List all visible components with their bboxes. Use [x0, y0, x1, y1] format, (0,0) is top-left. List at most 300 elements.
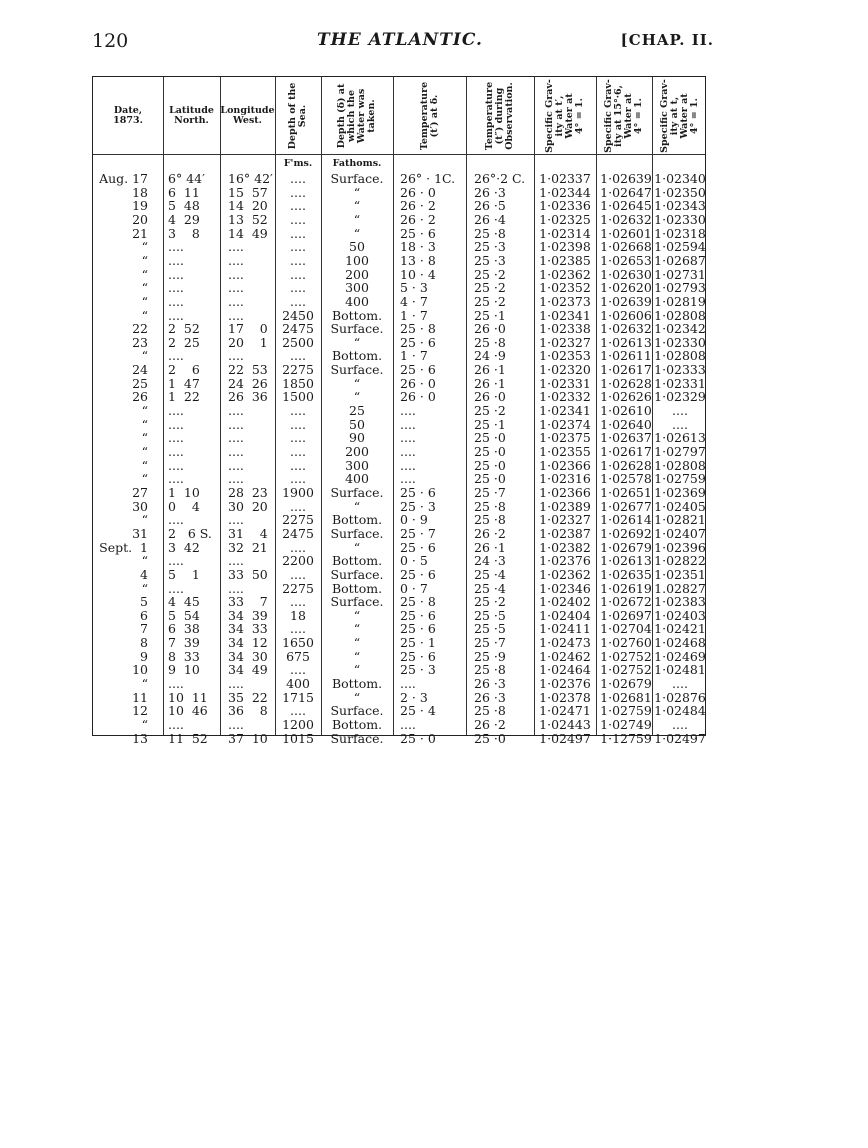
cell-lat: ....	[168, 581, 184, 596]
cell-depth: 2275	[282, 363, 314, 378]
cell-sg1: 1·02385	[539, 253, 591, 268]
cell-sg2: 1·02645	[600, 199, 652, 214]
cell-lon: ....	[228, 294, 244, 309]
cell-lat: 6 38	[168, 622, 200, 637]
cell-date: “	[141, 253, 148, 268]
cell-sg2: 1·02635	[600, 567, 652, 582]
cell-tobs: 25 ·7	[474, 636, 506, 651]
cell-temp: 0 · 9	[400, 513, 428, 528]
cell-date: 30	[132, 499, 148, 514]
cell-date: 5	[140, 595, 148, 610]
cell-tobs: 26 ·1	[474, 363, 506, 378]
cell-temp: 25 · 4	[400, 704, 436, 719]
cell-tobs: 26 ·0	[474, 322, 506, 337]
cell-sg3: 1·02468	[654, 636, 706, 651]
cell-tobs: 25 ·0	[474, 731, 506, 746]
cell-lon: ....	[228, 240, 244, 255]
cell-depth: 2500	[282, 335, 314, 350]
cell-tobs: 25 ·0	[474, 458, 506, 473]
cell-fath: Bottom.	[331, 718, 383, 732]
cell-date: 8	[140, 636, 148, 651]
cell-sg1: 1·02366	[539, 485, 591, 500]
cell-temp: ....	[400, 404, 416, 419]
chapter-label: [CHAP. II.	[620, 31, 714, 49]
cell-sg3: 1·02383	[654, 595, 706, 610]
cell-sg1: 1·02497	[539, 731, 591, 746]
cell-tobs: 25 ·5	[474, 622, 506, 637]
cell-depth: ....	[290, 199, 306, 214]
cell-sg3: 1·02331	[654, 376, 706, 391]
cell-lat: ....	[168, 267, 184, 282]
cell-lon: 22 53	[228, 363, 268, 378]
cell-lon: 14 49	[228, 226, 268, 241]
cell-lon: 36 8	[228, 704, 268, 719]
cell-date: 18	[132, 185, 148, 200]
cell-sg1: 1·02362	[539, 267, 591, 282]
cell-lon: 35 22	[228, 690, 268, 705]
cell-fath: 400	[345, 472, 369, 487]
table-row	[93, 445, 705, 459]
cell-date: 19	[132, 199, 148, 214]
cell-sg1: 1·02389	[539, 499, 591, 514]
cell-depth: 400	[286, 677, 310, 692]
table-row	[93, 582, 705, 596]
cell-lon: 17 0	[228, 322, 268, 337]
cell-lat: ....	[168, 253, 184, 268]
cell-sg2: 1·02672	[600, 595, 652, 610]
cell-sg1: 1·02374	[539, 417, 591, 432]
table-row	[93, 418, 705, 432]
cell-sg3: 1·02497	[654, 731, 706, 746]
table-row	[93, 309, 705, 323]
cell-sg1: 1·02373	[539, 294, 591, 309]
cell-sg1: 1·02327	[539, 335, 591, 350]
cell-sg3: 1·02808	[654, 308, 706, 323]
cell-sg2: 1·02614	[600, 513, 652, 528]
cell-sg1: 1·02338	[539, 322, 591, 337]
cell-sg3: 1·02613	[654, 431, 706, 446]
cell-fath: “	[353, 212, 361, 227]
cell-lat: ....	[168, 718, 184, 732]
cell-lat: 1 22	[168, 390, 200, 405]
col-header-sg-t1: Specific Grav- ity at t′, Water at 4° = 1.	[544, 78, 585, 153]
cell-lon: ....	[228, 267, 244, 282]
cell-depth: ....	[290, 417, 306, 432]
cell-tobs: 25 ·1	[474, 308, 506, 323]
cell-lat: 1 10	[168, 485, 200, 500]
table-row	[93, 718, 705, 732]
cell-date: 23	[132, 335, 148, 350]
cell-tobs: 25 ·7	[474, 485, 506, 500]
cell-sg1: 1·02473	[539, 636, 591, 651]
table-row	[93, 186, 705, 200]
cell-sg1: 1·02387	[539, 526, 591, 541]
cell-sg2: 1·02697	[600, 608, 652, 623]
cell-temp: 26 · 2	[400, 199, 436, 214]
cell-lon: 34 30	[228, 649, 268, 664]
cell-depth: ....	[290, 281, 306, 296]
table-row	[93, 704, 705, 718]
table-row	[93, 595, 705, 609]
cell-sg2: 1·02668	[600, 240, 652, 255]
table-row	[93, 431, 705, 445]
cell-lat: ....	[168, 404, 184, 419]
cell-date: “	[141, 240, 148, 255]
cell-sg1: 1·02341	[539, 308, 591, 323]
table-row	[93, 513, 705, 527]
cell-lat: 10 46	[168, 704, 208, 719]
cell-sg1: 1·02336	[539, 199, 591, 214]
cell-date: “	[141, 718, 148, 732]
cell-sg1: 1·02366	[539, 458, 591, 473]
cell-sg1: 1·02402	[539, 595, 591, 610]
cell-tobs: 25 ·3	[474, 240, 506, 255]
cell-sg2: 1·02617	[600, 363, 652, 378]
cell-sg3: 1·02687	[654, 253, 706, 268]
cell-sg3: 1·02403	[654, 608, 706, 623]
cell-lon: ....	[228, 513, 244, 528]
unit-label-fathoms: Fathoms.	[332, 158, 382, 169]
cell-temp: ....	[400, 458, 416, 473]
cell-fath: 90	[349, 431, 365, 446]
cell-temp: ....	[400, 718, 416, 732]
cell-tobs: 25 ·0	[474, 472, 506, 487]
cell-tobs: 24 ·3	[474, 554, 506, 569]
cell-lat: ....	[168, 308, 184, 323]
cell-tobs: 25 ·8	[474, 226, 506, 241]
cell-fath: Surface.	[330, 567, 384, 582]
cell-lon: ....	[228, 554, 244, 569]
cell-tobs: 26 ·3	[474, 185, 506, 200]
cell-sg3: ....	[672, 677, 688, 692]
table-row	[93, 622, 705, 636]
col-header-date: Date, 1873.	[113, 104, 143, 126]
cell-sg2: 1·02626	[600, 390, 652, 405]
cell-lon: 34 12	[228, 636, 268, 651]
cell-sg1: 1·02378	[539, 690, 591, 705]
cell-temp: 25 · 7	[400, 526, 436, 541]
cell-date: “	[141, 281, 148, 296]
table-row	[93, 349, 705, 363]
cell-fath: “	[353, 199, 361, 214]
cell-sg1: 1·02332	[539, 390, 591, 405]
cell-lon: 14 20	[228, 199, 268, 214]
cell-date: 26	[132, 390, 148, 405]
cell-date: 20	[132, 212, 148, 227]
col-header-sample-depth: Depth (δ) at which the Water was taken.	[336, 83, 377, 148]
cell-depth: ....	[290, 404, 306, 419]
cell-depth: ....	[290, 226, 306, 241]
cell-sg3: 1·02759	[654, 472, 706, 487]
table-row	[93, 172, 705, 186]
cell-lon: ....	[228, 581, 244, 596]
cell-sg2: 1·02610	[600, 404, 652, 419]
cell-date: 13	[132, 731, 148, 746]
cell-sg2: 1·02632	[600, 212, 652, 227]
cell-sg2: 1·02679	[600, 540, 652, 555]
cell-temp: 18 · 3	[400, 240, 436, 255]
cell-sg3: 1·02821	[654, 513, 706, 528]
cell-temp: 26 · 0	[400, 390, 436, 405]
cell-tobs: 26 ·2	[474, 718, 506, 732]
cell-sg1: 1·02331	[539, 376, 591, 391]
cell-lat: 11 52	[168, 731, 208, 746]
cell-date: 25	[132, 376, 148, 391]
cell-tobs: 25 ·2	[474, 267, 506, 282]
cell-fath: 25	[349, 404, 365, 419]
cell-fath: “	[353, 608, 361, 623]
cell-fath: “	[353, 622, 361, 637]
cell-tobs: 25 ·8	[474, 663, 506, 678]
cell-sg3: 1·02731	[654, 267, 706, 282]
table-row	[93, 377, 705, 391]
cell-temp: 25 · 6	[400, 608, 436, 623]
data-table	[92, 76, 706, 746]
cell-sg2: 1·02619	[600, 581, 652, 596]
cell-tobs: 25 ·8	[474, 335, 506, 350]
cell-tobs: 25 ·1	[474, 417, 506, 432]
table-row	[93, 541, 705, 555]
cell-lon: ....	[228, 349, 244, 364]
cell-sg1: 1·02327	[539, 513, 591, 528]
cell-date: “	[141, 267, 148, 282]
table-row	[93, 691, 705, 705]
cell-date: “	[141, 554, 148, 569]
cell-temp: 2 · 3	[400, 690, 428, 705]
cell-tobs: 25 ·8	[474, 704, 506, 719]
cell-sg2: 1·02760	[600, 636, 652, 651]
cell-sg3: 1·02808	[654, 458, 706, 473]
cell-lon: 34 33	[228, 622, 268, 637]
cell-temp: 1 · 7	[400, 349, 428, 364]
cell-sg2: 1·02653	[600, 253, 652, 268]
cell-lat: ....	[168, 513, 184, 528]
cell-date: “	[141, 308, 148, 323]
cell-lon: ....	[228, 431, 244, 446]
cell-depth: 18	[290, 608, 306, 623]
cell-lat: 2 52	[168, 322, 200, 337]
cell-sg3: 1·02330	[654, 335, 706, 350]
cell-sg2: 1·02630	[600, 267, 652, 282]
cell-depth: ....	[290, 267, 306, 282]
cell-tobs: 26 ·2	[474, 526, 506, 541]
cell-temp: 25 · 8	[400, 322, 436, 337]
cell-depth: ....	[290, 445, 306, 459]
cell-depth: 2200	[282, 554, 314, 569]
cell-depth: 675	[286, 649, 310, 664]
cell-lon: 31 4	[228, 526, 268, 541]
cell-tobs: 26 ·1	[474, 540, 506, 555]
cell-depth: 2475	[282, 322, 314, 337]
table-row	[93, 404, 705, 418]
cell-temp: ....	[400, 677, 416, 692]
cell-sg1: 1·02325	[539, 212, 591, 227]
cell-lon: ....	[228, 458, 244, 473]
cell-sg1: 1·02320	[539, 363, 591, 378]
cell-depth: 1650	[282, 636, 314, 651]
cell-sg3: 1·02350	[654, 185, 706, 200]
cell-sg3: 1·02318	[654, 226, 706, 241]
cell-fath: “	[353, 390, 361, 405]
cell-depth: 1900	[282, 485, 314, 500]
cell-lon: ....	[228, 308, 244, 323]
cell-temp: 25 · 6	[400, 540, 436, 555]
cell-tobs: 25 ·4	[474, 581, 506, 596]
cell-fath: Surface.	[330, 322, 384, 337]
table-row	[93, 295, 705, 309]
cell-depth: 1200	[282, 718, 314, 732]
cell-temp: 0 · 7	[400, 581, 428, 596]
cell-lat: 3 42	[168, 540, 200, 555]
cell-depth: 2275	[282, 581, 314, 596]
cell-sg3: 1·02333	[654, 363, 706, 378]
table-row	[93, 677, 705, 691]
cell-sg2: 1·02611	[600, 349, 652, 364]
cell-sg2: 1·02677	[600, 499, 652, 514]
cell-sg2: 1·02637	[600, 431, 652, 446]
cell-depth: 2475	[282, 526, 314, 541]
cell-temp: 25 · 6	[400, 335, 436, 350]
cell-temp: 26 · 2	[400, 212, 436, 227]
cell-lat: 8 33	[168, 649, 200, 664]
cell-date: 12	[132, 704, 148, 719]
cell-fath: “	[353, 690, 361, 705]
cell-date: “	[141, 458, 148, 473]
cell-lat: 5 54	[168, 608, 200, 623]
table-row	[93, 663, 705, 677]
cell-temp: 0 · 5	[400, 554, 428, 569]
table-row	[93, 213, 705, 227]
col-header-sg-156: Specific Grav- ity at 15°·6, Water at 4° = 1.	[603, 78, 644, 153]
unit-label-fathoms-sea: F'ms.	[283, 158, 313, 169]
table-row	[93, 650, 705, 664]
cell-sg2: 1·02704	[600, 622, 652, 637]
cell-sg3: 1·02822	[654, 554, 706, 569]
cell-tobs: 25 ·0	[474, 431, 506, 446]
cell-sg3: 1·02484	[654, 704, 706, 719]
cell-depth: 1015	[282, 731, 314, 746]
cell-lat: 9 10	[168, 663, 200, 678]
cell-sg1: 1·02346	[539, 581, 591, 596]
cell-tobs: 25 ·2	[474, 281, 506, 296]
cell-lat: 5 48	[168, 199, 200, 214]
cell-sg1: 1·02404	[539, 608, 591, 623]
cell-sg3: 1·02330	[654, 212, 706, 227]
cell-fath: “	[353, 226, 361, 241]
cell-fath: Surface.	[330, 172, 384, 186]
cell-sg2: 1·02620	[600, 281, 652, 296]
cell-sg2: 1·02752	[600, 649, 652, 664]
cell-lon: 15 57	[228, 185, 268, 200]
table-row	[93, 254, 705, 268]
cell-date: “	[141, 677, 148, 692]
header-rule	[93, 154, 705, 155]
cell-lat: ....	[168, 240, 184, 255]
cell-depth: 2275	[282, 513, 314, 528]
table-row	[93, 268, 705, 282]
cell-tobs: 26 ·3	[474, 677, 506, 692]
cell-sg3: ....	[672, 417, 688, 432]
cell-fath: 400	[345, 294, 369, 309]
cell-fath: “	[353, 376, 361, 391]
cell-lat: 1 47	[168, 376, 200, 391]
cell-lon: 16° 42′	[228, 172, 273, 186]
cell-tobs: 26 ·3	[474, 690, 506, 705]
cell-depth: ....	[290, 704, 306, 719]
cell-lat: ....	[168, 554, 184, 569]
col-header-sea-depth: Depth of the Sea.	[287, 82, 308, 149]
cell-lon: ....	[228, 445, 244, 459]
cell-lat: 4 45	[168, 595, 200, 610]
cell-fath: 50	[349, 240, 365, 255]
cell-lon: ....	[228, 281, 244, 296]
cell-sg1: 1·02376	[539, 554, 591, 569]
cell-lat: ....	[168, 445, 184, 459]
cell-sg1: 1·02382	[539, 540, 591, 555]
cell-date: 27	[132, 485, 148, 500]
table-row	[93, 390, 705, 404]
cell-date: “	[141, 417, 148, 432]
cell-date: Sept. 1	[99, 540, 148, 555]
cell-tobs: 25 ·0	[474, 445, 506, 459]
cell-tobs: 25 ·2	[474, 404, 506, 419]
cell-sg2: 1·02647	[600, 185, 652, 200]
cell-sg1: 1·02362	[539, 567, 591, 582]
col-header-latitude: Latitude North.	[169, 104, 214, 126]
cell-sg2: 1·02681	[600, 690, 652, 705]
cell-temp: 5 · 3	[400, 281, 428, 296]
cell-temp: 25 · 8	[400, 595, 436, 610]
cell-sg1: 1·02316	[539, 472, 591, 487]
cell-date: “	[141, 404, 148, 419]
cell-date: 7	[140, 622, 148, 637]
cell-sg2: 1·02651	[600, 485, 652, 500]
cell-sg1: 1·02398	[539, 240, 591, 255]
cell-sg2: 1·02752	[600, 663, 652, 678]
cell-temp: 26 · 0	[400, 376, 436, 391]
cell-sg1: 1·02344	[539, 185, 591, 200]
cell-sg3: ....	[672, 718, 688, 732]
cell-date: Aug. 17	[99, 172, 148, 186]
cell-date: “	[141, 581, 148, 596]
cell-depth: ....	[290, 172, 306, 186]
cell-fath: 300	[345, 281, 369, 296]
cell-sg1: 1·02353	[539, 349, 591, 364]
cell-lat: ....	[168, 417, 184, 432]
cell-sg2: 1·02679	[600, 677, 652, 692]
cell-sg1: 1·02411	[539, 622, 591, 637]
table-row	[93, 322, 705, 336]
cell-temp: 25 · 6	[400, 649, 436, 664]
cell-lat: 7 39	[168, 636, 200, 651]
cell-temp: 25 · 6	[400, 567, 436, 582]
cell-fath: Surface.	[330, 526, 384, 541]
cell-depth: ....	[290, 185, 306, 200]
cell-temp: 25 · 1	[400, 636, 436, 651]
cell-sg2: 1·02601	[600, 226, 652, 241]
cell-depth: ....	[290, 240, 306, 255]
cell-sg2: 1·02640	[600, 417, 652, 432]
cell-temp: 25 · 6	[400, 363, 436, 378]
cell-lon: 13 52	[228, 212, 268, 227]
cell-date: 31	[132, 526, 148, 541]
cell-sg3: 1·02343	[654, 199, 706, 214]
cell-date: “	[141, 349, 148, 364]
cell-sg3: 1·02407	[654, 526, 706, 541]
cell-fath: 300	[345, 458, 369, 473]
cell-lat: 5 1	[168, 567, 200, 582]
cell-date: 11	[132, 690, 148, 705]
